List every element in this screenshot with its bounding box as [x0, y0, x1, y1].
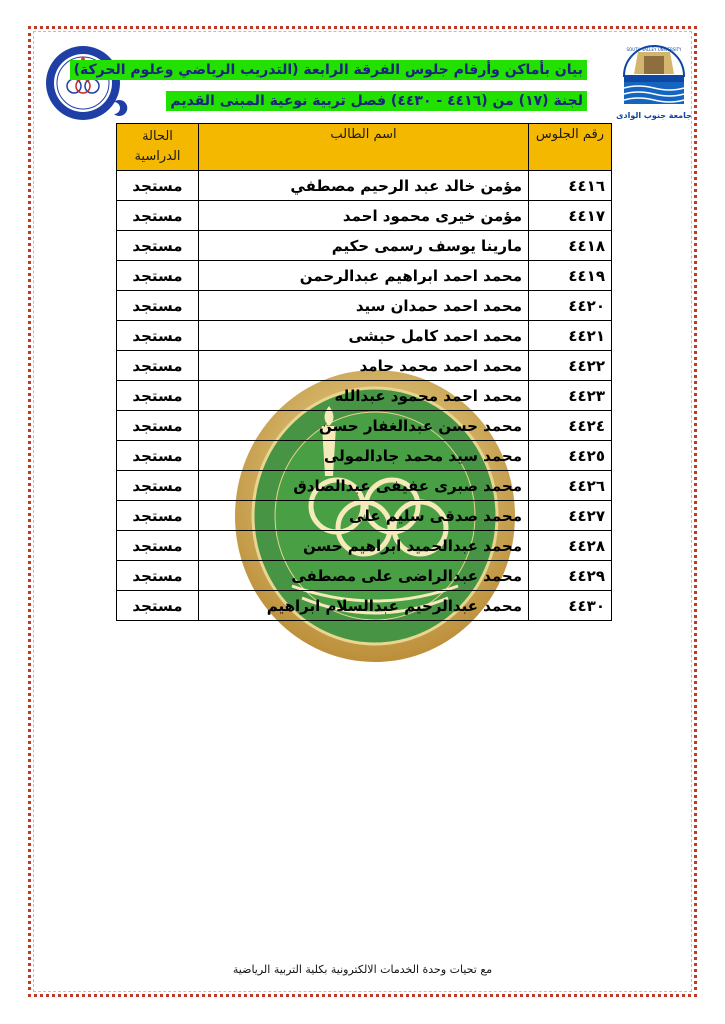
- table-header-row: [117, 124, 612, 171]
- seat-number: ٤٤٣٠: [529, 591, 612, 621]
- student-name: محمد احمد محمود عبدالله: [199, 381, 529, 411]
- student-name: محمد عبدالراضى على مصطفى: [199, 561, 529, 591]
- table-row: [117, 441, 612, 471]
- page-subtitle: لجنة (١٧) من (٤٤١٦ - ٤٤٣٠) فصل تربية نوعية المبنى القديم: [166, 91, 587, 111]
- table-row: [117, 411, 612, 441]
- student-name: محمد سيد محمد جادالمولى: [199, 441, 529, 471]
- student-name: محمد احمد محمد حامد: [199, 351, 529, 381]
- status: مستجد: [117, 441, 199, 471]
- footer-note: مع تحيات وحدة الخدمات الالكترونية بكلية التربية الرياضية: [232, 963, 493, 976]
- table-row: [117, 201, 612, 231]
- seat-number: ٤٤٢١: [529, 321, 612, 351]
- seat-number: ٤٤٢٧: [529, 501, 612, 531]
- student-name: مارينا يوسف رسمى حكيم: [199, 231, 529, 261]
- col-header-student-name: اسم الطالب: [199, 124, 529, 171]
- table-row: [117, 171, 612, 201]
- status: مستجد: [117, 471, 199, 501]
- seat-number: ٤٤١٩: [529, 261, 612, 291]
- table-row: [117, 471, 612, 501]
- seat-number: ٤٤٢٦: [529, 471, 612, 501]
- status: مستجد: [117, 201, 199, 231]
- status: مستجد: [117, 501, 199, 531]
- seat-number: ٤٤٢٩: [529, 561, 612, 591]
- page-title: بيان بأماكن وأرقام جلوس الفرقة الرابعة (التدريب الرياضي وعلوم الحركة): [70, 60, 587, 80]
- student-name: محمد عبدالحميد ابراهيم حسن: [199, 531, 529, 561]
- table-row: [117, 321, 612, 351]
- seat-number: ٤٤٢٤: [529, 411, 612, 441]
- status: مستجد: [117, 561, 199, 591]
- status: مستجد: [117, 591, 199, 621]
- seat-number: ٤٤١٨: [529, 231, 612, 261]
- col-header-status: [117, 124, 199, 171]
- table-row: [117, 531, 612, 561]
- col-header-status-line1: الحالة: [142, 129, 173, 144]
- status: مستجد: [117, 291, 199, 321]
- student-name: مؤمن خيرى محمود احمد: [199, 201, 529, 231]
- seat-number: ٤٤٢٠: [529, 291, 612, 321]
- status: مستجد: [117, 321, 199, 351]
- table-row: [117, 291, 612, 321]
- seat-number: ٤٤٢٥: [529, 441, 612, 471]
- university-logo: [616, 44, 692, 124]
- student-name: محمد صدقى سليم على: [199, 501, 529, 531]
- university-logo-band: SOUTH VALLEY UNIVERSITY: [626, 47, 682, 52]
- student-name: محمد عبدالرحيم عبدالسلام ابراهيم: [199, 591, 529, 621]
- seat-number: ٤٤٢٣: [529, 381, 612, 411]
- status: مستجد: [117, 351, 199, 381]
- seat-number: ٤٤٢٢: [529, 351, 612, 381]
- status: مستجد: [117, 531, 199, 561]
- table-row: [117, 261, 612, 291]
- student-name: محمد احمد كامل حبشى: [199, 321, 529, 351]
- table-row: [117, 351, 612, 381]
- student-name: محمد حسن عبدالغفار حسن: [199, 411, 529, 441]
- student-name: محمد احمد ابراهيم عبدالرحمن: [199, 261, 529, 291]
- table-row: [117, 561, 612, 591]
- seat-number: ٤٤١٦: [529, 171, 612, 201]
- table-row: [117, 591, 612, 621]
- status: مستجد: [117, 381, 199, 411]
- student-name: محمد صبرى عفيفى عبدالصادق: [199, 471, 529, 501]
- seat-number: ٤٤٢٨: [529, 531, 612, 561]
- university-logo-text: جامعة جنوب الوادى: [616, 111, 692, 120]
- table-row: [117, 501, 612, 531]
- col-header-status-line2: الدراسية: [134, 149, 181, 164]
- student-name: مؤمن خالد عبد الرحيم مصطفي: [199, 171, 529, 201]
- student-name: محمد احمد حمدان سيد: [199, 291, 529, 321]
- status: مستجد: [117, 411, 199, 441]
- seating-table: [116, 123, 612, 621]
- col-header-seat-number: رقم الجلوس: [529, 124, 612, 171]
- table-row: [117, 231, 612, 261]
- status: مستجد: [117, 231, 199, 261]
- status: مستجد: [117, 171, 199, 201]
- seat-number: ٤٤١٧: [529, 201, 612, 231]
- faculty-logo: [44, 44, 122, 122]
- status: مستجد: [117, 261, 199, 291]
- table-row: [117, 381, 612, 411]
